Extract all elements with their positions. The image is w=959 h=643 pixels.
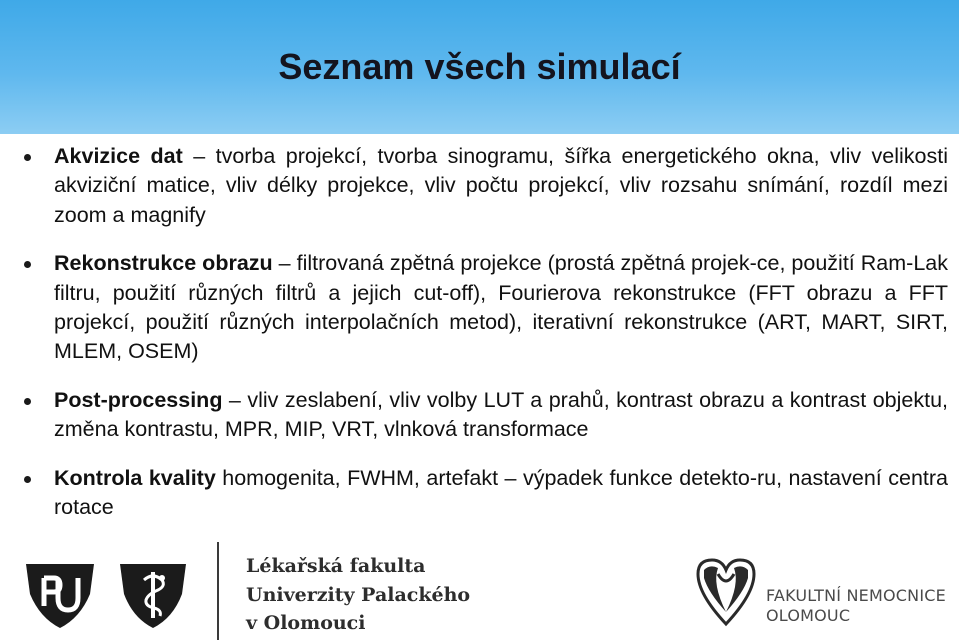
bullet-list xyxy=(18,142,948,541)
footer xyxy=(0,540,959,643)
bullet-icon xyxy=(24,154,31,161)
footer-divider xyxy=(217,542,219,640)
bullet-icon xyxy=(24,261,31,268)
list-item-term: Kontrola kvality xyxy=(54,465,216,490)
hospital-logo xyxy=(688,554,764,630)
faculty-shield-logo xyxy=(118,558,188,630)
list-item-description: tvorba projekcí, tvorba sinogramu, šířka energetického okna, vliv velikosti akviziční matice, vliv délky projekce, vliv počtu projekcí, vliv rozsahu snímání, rozdíl mezi zoom a magnify xyxy=(54,144,949,227)
list-item-description: filtrovaná zpětná projekce (prostá zpětná projek-ce, použití Ram-Lak filtru, použití různých filtrů a jejich cut-off), Fourierova rekonstrukce (FFT obrazu a FFT projekcí, použití různých interpolačních metod), iterativní rekonstrukce (ART, MART, SIRT, MLEM, OSEM) xyxy=(54,251,948,364)
hospital-name-line: FAKULTNÍ NEMOCNICE xyxy=(766,586,946,605)
list-item-term: Post-processing xyxy=(54,387,223,412)
list-item-dash: – xyxy=(272,251,297,276)
bullet-icon xyxy=(24,476,31,483)
list-item xyxy=(18,464,948,523)
logo-up-text: UP xyxy=(60,624,62,625)
list-item-description: homogenita, FWHM, artefakt – výpadek funkce detekto-ru, nastavení centra rotace xyxy=(54,465,948,520)
list-item-term: Akvizice dat xyxy=(54,144,183,168)
list-item-text xyxy=(54,386,948,445)
list-item xyxy=(18,142,948,230)
faculty-name-line: Univerzity Palackého xyxy=(246,583,471,606)
list-item-text xyxy=(54,464,948,523)
faculty-name xyxy=(246,552,470,638)
hospital-name xyxy=(766,586,946,626)
list-item-dash: – xyxy=(222,387,248,412)
list-item-text xyxy=(54,142,948,230)
list-item xyxy=(18,386,948,445)
list-item-term: Rekonstrukce obrazu xyxy=(54,251,273,276)
list-item-dash: – xyxy=(182,144,216,168)
list-item-text xyxy=(54,249,948,367)
slide-title: Seznam všech simulací xyxy=(278,46,681,87)
list-item xyxy=(18,249,948,367)
faculty-name-line: Lékařská fakulta xyxy=(246,555,426,577)
faculty-name-line: v Olomouci xyxy=(246,612,366,634)
hospital-name-line: OLOMOUC xyxy=(766,606,851,625)
list-item-description: vliv zeslabení, vliv volby LUT a prahů, kontrast obrazu a kontrast objektu, změna kontrastu, MPR, MIP, VRT, vlnková transformace xyxy=(54,387,949,442)
university-shield-logo xyxy=(24,558,96,630)
bullet-icon xyxy=(24,398,31,405)
